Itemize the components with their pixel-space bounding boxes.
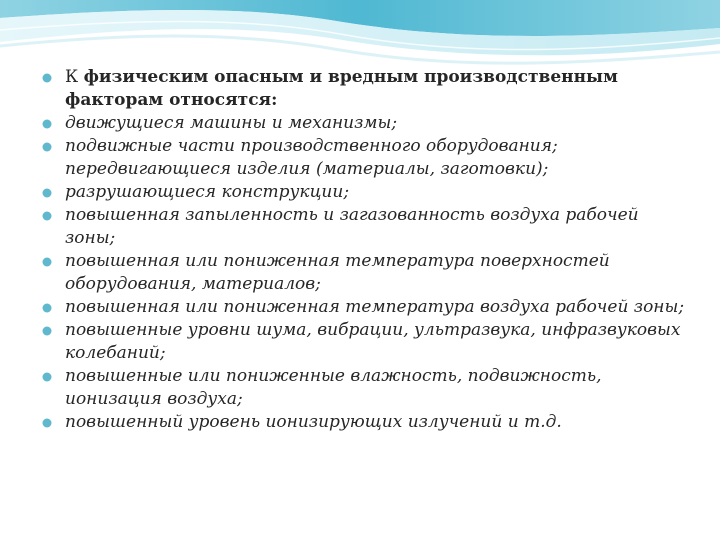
bullet-icon	[42, 372, 52, 382]
bullet-icon	[42, 326, 52, 336]
bullet-icon	[42, 73, 52, 83]
list-item-text: повышенные или пониженные влажность, подвижность, ионизация воздуха;	[65, 366, 602, 409]
bullet-icon	[42, 188, 52, 198]
list-item-intro	[42, 66, 692, 112]
bullet-icon	[42, 119, 52, 129]
list-item-text: повышенные уровни шума, вибрации, ультразвука, инфразвуковых колебаний;	[65, 320, 681, 363]
list-item	[42, 135, 692, 181]
bullet-icon	[42, 142, 52, 152]
list-item-text: движущиеся машины и механизмы;	[65, 113, 398, 133]
bullet-icon	[42, 211, 52, 221]
list-item-text: разрушающиеся конструкции;	[65, 182, 350, 202]
intro-rest: относятся:	[163, 90, 278, 110]
bullet-list	[42, 66, 692, 434]
list-item	[42, 296, 692, 319]
list-item-text: повышенный уровень ионизирующих излучений и т.д.	[65, 412, 562, 432]
bullet-icon	[42, 303, 52, 313]
list-item	[42, 365, 692, 411]
bullet-icon	[42, 257, 52, 267]
intro-emphasis: физическим опасным и вредным производственным факторам	[65, 67, 618, 110]
list-item	[42, 319, 692, 365]
list-item	[42, 204, 692, 250]
list-item	[42, 112, 692, 135]
intro-prefix: К	[65, 67, 79, 87]
list-item	[42, 411, 692, 434]
list-item-text: повышенная запыленность и загазованность воздуха рабочей зоны;	[65, 205, 639, 248]
list-item-text: повышенная или пониженная температура воздуха рабочей зоны;	[65, 297, 685, 317]
list-item	[42, 250, 692, 296]
list-item-text: повышенная или пониженная температура поверхностей оборудования, материалов;	[65, 251, 610, 294]
list-item	[42, 181, 692, 204]
bullet-icon	[42, 418, 52, 428]
list-item-text: подвижные части производственного оборудования; передвигающиеся изделия (материалы, заготовки);	[65, 136, 558, 179]
